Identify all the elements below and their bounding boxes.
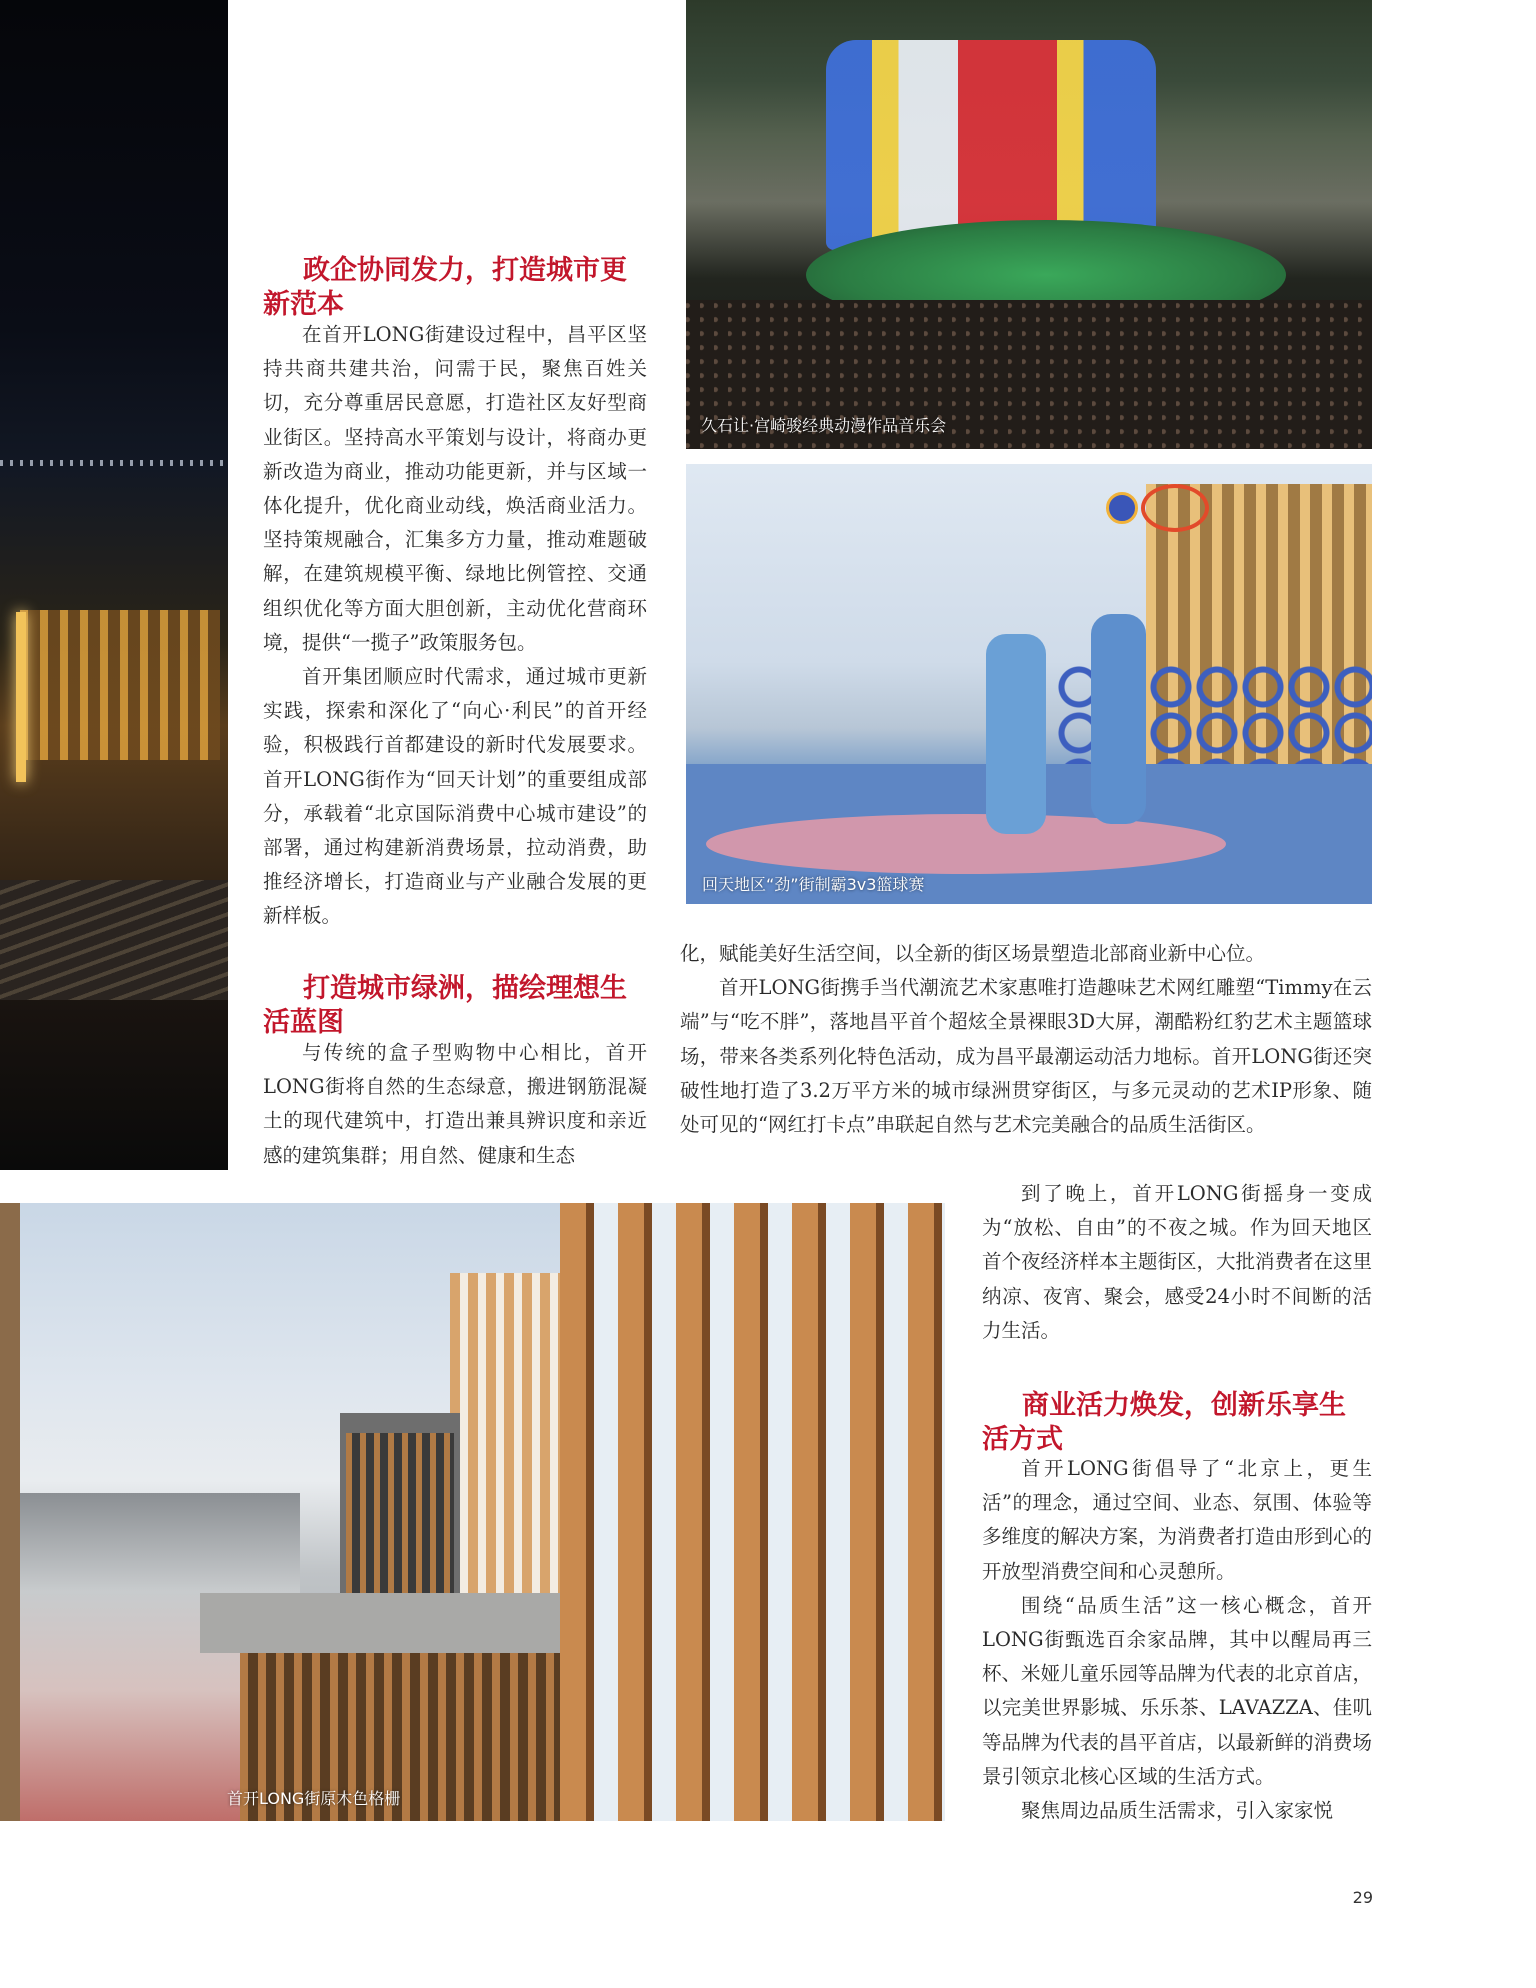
section3-heading: 商业活力焕发，创新乐享生活方式 [982, 1390, 1346, 1455]
wood-grille-photo [0, 1203, 945, 1821]
concert-caption: 久石让·宫崎骏经典动漫作品音乐会 [701, 416, 947, 435]
section2-body-night [982, 1177, 1372, 1348]
section3-paragraph-2: 围绕“品质生活”这一核心概念，首开LONG街甄选百余家品牌，其中以醒局再三杯、米娅儿童乐园等品牌为代表的北京首店，以完美世界影城、乐乐茶、LAVAZZA、佳叽等品牌为代表的昌平首店，以最新鲜的消费场景引领京北核心区域的生活方式。 [982, 1593, 1373, 1788]
night-city-photo [0, 0, 228, 1170]
section3-paragraph-3: 聚焦周边品质生活需求，引入家家悦 [1021, 1799, 1334, 1823]
section1-paragraph-2: 首开集团顺应时代需求，通过城市更新实践，探索和深化了“向心·利民”的首开经验，积极践行首都建设的新时代发展要求。首开LONG街作为“回天计划”的重要组成部分，承载着“北京国际消费中心城市建设”的部署，通过构建新消费场景，拉动消费，助推经济增长，打造商业与产业融合发展的更新样板。 [263, 665, 647, 928]
page-number: 29 [1352, 1888, 1373, 1907]
section1-heading: 政企协同发力，打造城市更新范本 [263, 255, 627, 320]
section2-paragraph-left: 与传统的盒子型购物中心相比，首开LONG街将自然的生态绿意，搬进钢筋混凝土的现代建筑中，打造出兼具辨识度和亲近感的建筑集群；用自然、健康和生态 [263, 1041, 647, 1167]
section3-paragraph-1: 首开LONG街倡导了“北京上，更生活”的理念，通过空间、业态、氛围、体验等多维度的解决方案，为消费者打造由形到心的开放型消费空间和心灵憩所。 [982, 1457, 1373, 1583]
section2-body-right [680, 937, 1372, 1142]
section2-heading: 打造城市绿洲，描绘理想生活蓝图 [263, 973, 627, 1038]
wood-caption: 首开LONG街原木色格栅 [227, 1789, 401, 1808]
concert-photo [686, 0, 1372, 449]
basketball-photo [686, 464, 1372, 904]
section2-paragraph-3: 到了晚上，首开LONG街摇身一变成为“放松、自由”的不夜之城。作为回天地区首个夜经济样本主题街区，大批消费者在这里纳凉、夜宵、聚会，感受24小时不间断的活力生活。 [982, 1182, 1373, 1342]
section2-paragraph-2: 首开LONG街携手当代潮流艺术家惠唯打造趣味艺术网红雕塑“Timmy在云端”与“吃不胖”，落地昌平首个超炫全景裸眼3D大屏，潮酷粉红豹艺术主题篮球场，带来各类系列化特色活动，成为昌平最潮运动活力地标。首开LONG街还突破性地打造了3.2万平方米的城市绿洲贯穿街区，与多元灵动的艺术IP形象、随处可见的“网红打卡点”串联起自然与艺术完美融合的品质生活街区。 [680, 976, 1372, 1137]
section1-paragraph-1: 在首开LONG街建设过程中，昌平区坚持共商共建共治，问需于民，聚焦百姓关切，充分尊重居民意愿，打造社区友好型商业街区。坚持高水平策划与设计，将商办更新改造为商业，推动功能更新，并与区域一体化提升，优化商业动线，焕活商业活力。坚持策规融合，汇集多方力量，推动难题破解，在建筑规模平衡、绿地比例管控、交通组织优化等方面大胆创新，主动优化营商环境，提供“一揽子”政策服务包。 [263, 323, 647, 654]
section1-body [263, 318, 647, 934]
section3-body [982, 1452, 1372, 1828]
basketball-caption: 回天地区“劲”街制霸3v3篮球赛 [702, 875, 925, 894]
section2-body-left [263, 1036, 647, 1173]
section2-paragraph-continued: 化，赋能美好生活空间，以全新的街区场景塑造北部商业新中心位。 [680, 942, 1266, 965]
